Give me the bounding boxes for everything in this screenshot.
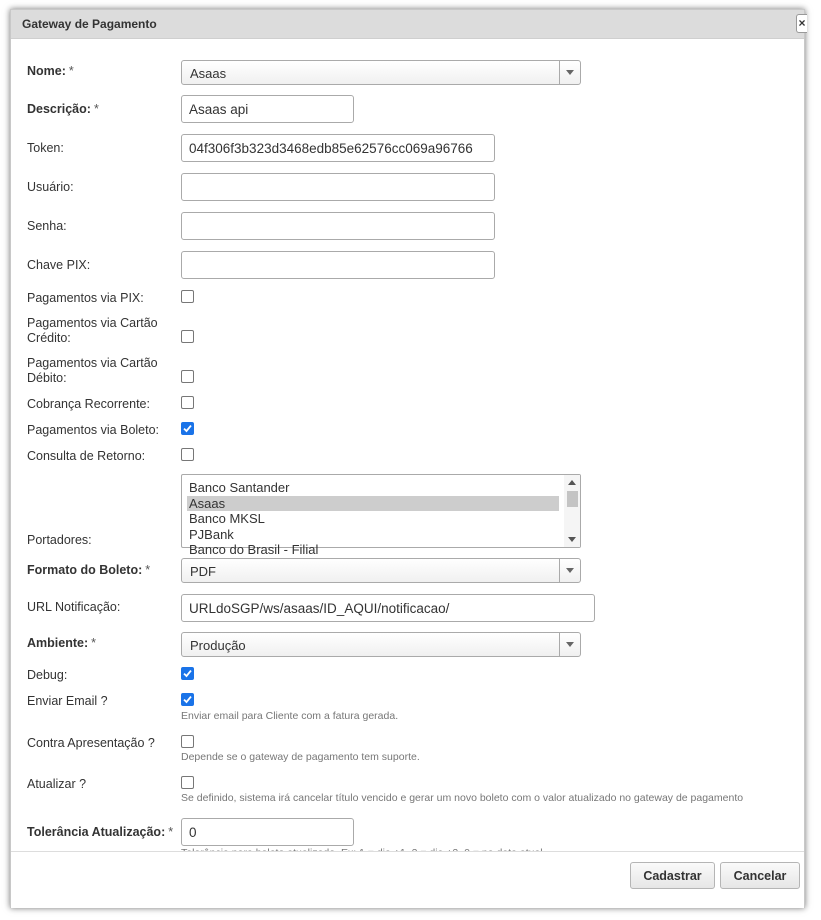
contra-apresentacao-label: Contra Apresentação ? <box>27 736 155 750</box>
formato-boleto-value: PDF <box>190 564 216 579</box>
pag-pix-label: Pagamentos via PIX: <box>27 291 144 305</box>
descricao-label-text: Descrição: <box>27 102 91 116</box>
url-notificacao-input[interactable] <box>181 594 595 622</box>
enviar-email-label: Enviar Email ? <box>27 694 108 708</box>
required-marker: * <box>91 636 96 650</box>
formato-boleto-label <box>27 563 150 578</box>
dialog-title: Gateway de Pagamento <box>22 17 157 31</box>
pag-boleto-label: Pagamentos via Boleto: <box>27 423 160 437</box>
scroll-thumb[interactable] <box>567 491 578 507</box>
token-label: Token: <box>27 141 64 155</box>
atualizar-checkbox[interactable] <box>181 776 194 789</box>
checkmark-icon <box>183 424 192 433</box>
descricao-input[interactable] <box>181 95 354 123</box>
portador-option[interactable]: Banco do Brasil - Filial <box>189 542 319 557</box>
ambiente-select[interactable] <box>181 632 581 657</box>
enviar-email-hint: Enviar email para Cliente com a fatura gerada. <box>181 710 399 722</box>
pag-debito-checkbox[interactable] <box>181 370 194 383</box>
tolerancia-label-text: Tolerância Atualização: <box>27 825 166 839</box>
consulta-retorno-checkbox[interactable] <box>181 448 194 461</box>
required-marker: * <box>93 102 99 116</box>
ambiente-label-text: Ambiente: <box>27 636 89 650</box>
pag-boleto-checkbox[interactable] <box>181 422 194 435</box>
tolerancia-input[interactable] <box>181 818 354 846</box>
scroll-down-icon[interactable] <box>568 537 576 542</box>
consulta-retorno-label: Consulta de Retorno: <box>27 449 146 463</box>
listbox-scrollbar[interactable] <box>564 475 580 547</box>
portador-option-selected[interactable]: Asaas <box>187 496 559 511</box>
form-body <box>11 39 804 851</box>
senha-input[interactable] <box>181 212 495 240</box>
debug-checkbox[interactable] <box>181 667 194 680</box>
chave-pix-label: Chave PIX: <box>27 258 91 272</box>
usuario-input[interactable] <box>181 173 495 201</box>
contra-apresentacao-checkbox[interactable] <box>181 735 194 748</box>
required-marker: * <box>68 64 74 78</box>
cancelar-button[interactable]: Cancelar <box>720 862 800 889</box>
chave-pix-input[interactable] <box>181 251 495 279</box>
dialog-footer <box>11 851 804 908</box>
nome-select[interactable] <box>181 60 581 85</box>
ambiente-value: Produção <box>190 638 246 653</box>
ambiente-label <box>27 636 96 651</box>
scroll-up-icon[interactable] <box>568 480 576 485</box>
dialog-titlebar <box>11 10 804 39</box>
senha-label: Senha: <box>27 219 67 233</box>
pag-pix-checkbox[interactable] <box>181 290 194 303</box>
pag-credito-label-line1: Pagamentos via Cartão <box>27 316 158 330</box>
atualizar-hint: Se definido, sistema irá cancelar título vencido e gerar um novo boleto com o valor atualizado no gateway de pagamento <box>181 792 744 804</box>
checkmark-icon <box>183 669 192 678</box>
checkmark-icon <box>183 695 192 704</box>
portador-option[interactable]: PJBank <box>189 527 234 542</box>
pag-credito-label-line2: Crédito: <box>27 331 71 345</box>
nome-select-value: Asaas <box>190 66 227 81</box>
token-input[interactable] <box>181 134 495 162</box>
formato-boleto-label-text: Formato do Boleto: <box>27 563 143 577</box>
cobranca-recorrente-label: Cobrança Recorrente: <box>27 397 150 411</box>
atualizar-label: Atualizar ? <box>27 777 87 791</box>
cobranca-recorrente-checkbox[interactable] <box>181 396 194 409</box>
close-icon[interactable]: × <box>796 14 807 33</box>
debug-label: Debug: <box>27 668 68 682</box>
portadores-listbox[interactable] <box>181 474 581 557</box>
cadastrar-button[interactable]: Cadastrar <box>630 862 715 889</box>
gateway-dialog <box>10 9 805 908</box>
tolerancia-label <box>27 825 173 840</box>
enviar-email-checkbox[interactable] <box>181 693 194 706</box>
pag-debito-label <box>27 356 158 386</box>
portadores-label: Portadores: <box>27 533 92 547</box>
required-marker: * <box>145 563 151 577</box>
url-notificacao-label: URL Notificação: <box>27 600 121 614</box>
chevron-down-icon <box>559 559 580 582</box>
chevron-down-icon <box>559 61 580 84</box>
portador-option[interactable]: Banco MKSL <box>189 511 265 526</box>
formato-boleto-select[interactable] <box>181 558 581 583</box>
usuario-label: Usuário: <box>27 180 74 194</box>
chevron-down-icon <box>559 633 580 656</box>
descricao-label <box>27 102 99 117</box>
nome-label <box>27 64 74 79</box>
pag-debito-label-line2: Débito: <box>27 371 67 385</box>
portador-option[interactable]: Banco Santander <box>189 480 290 495</box>
nome-label-text: Nome: <box>27 64 66 78</box>
required-marker: * <box>168 825 174 839</box>
pag-credito-label <box>27 316 158 346</box>
pag-debito-label-line1: Pagamentos via Cartão <box>27 356 158 370</box>
contra-apresentacao-hint: Depende se o gateway de pagamento tem suporte. <box>181 751 420 763</box>
pag-credito-checkbox[interactable] <box>181 330 194 343</box>
